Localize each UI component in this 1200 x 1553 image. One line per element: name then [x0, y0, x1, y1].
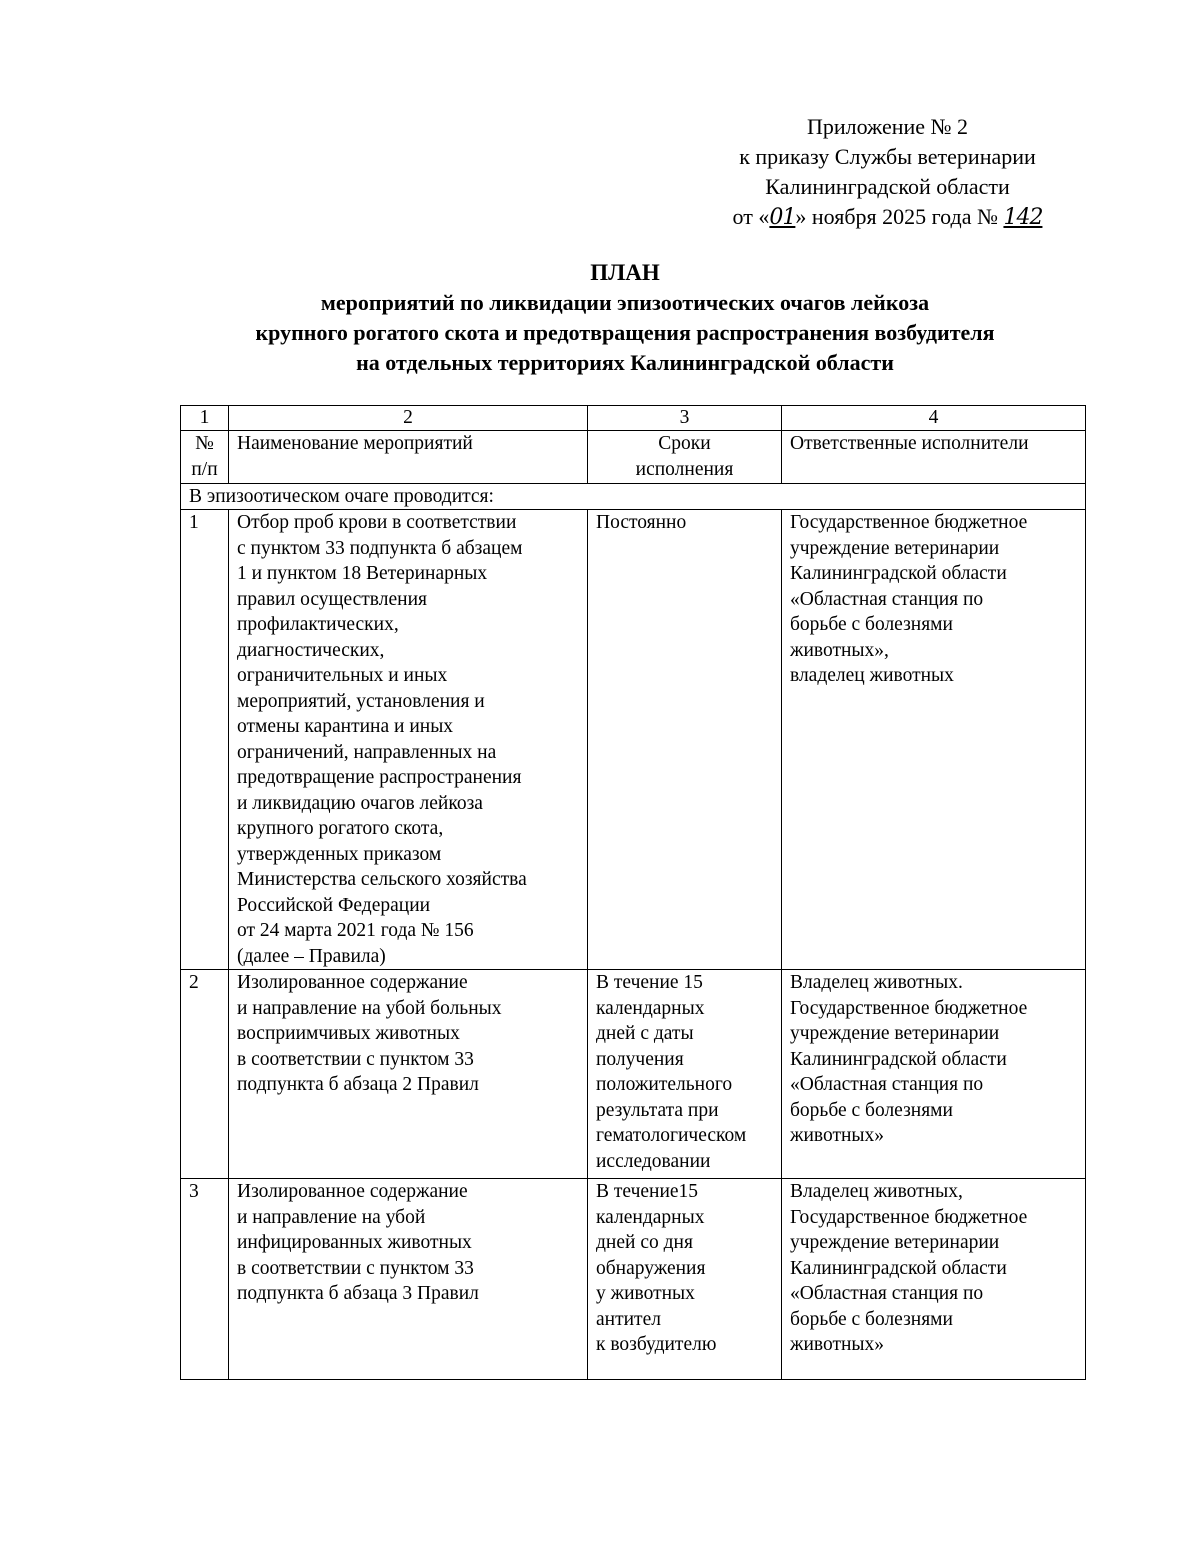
- row-responsible: Государственное бюджетное учреждение ветеринарии Калининградской области «Областная станция по борьбе с болезнями животных», владелец животных: [782, 510, 1086, 970]
- column-number: 2: [229, 406, 588, 431]
- row-measure: Отбор проб крови в соответствии с пунктом 33 подпункта б абзацем 1 и пунктом 18 Ветеринарных правил осуществления профилактических, диагностических, ограничительных и иных мероприятий, установления и отмены карантина и иных ограничений, направленных на предотвращение распространения и ликвидацию очагов лейкоза крупного рогатого скота, утвержденных приказом Министерства сельского хозяйства Российской Федерации от 24 марта 2021 года № 156 (далее – Правила): [229, 510, 588, 970]
- row-number: 3: [181, 1179, 229, 1380]
- appendix-line-2: к приказу Службы ветеринарии: [739, 144, 1036, 169]
- row-number: 1: [181, 510, 229, 970]
- row-responsible: Владелец животных, Государственное бюджетное учреждение ветеринарии Калининградской области «Областная станция по борьбе с болезнями животных»: [782, 1179, 1086, 1380]
- column-number-row: [181, 406, 1086, 431]
- header-term: Сроки исполнения: [588, 431, 782, 484]
- header-no: № п/п: [181, 431, 229, 484]
- column-number: 1: [181, 406, 229, 431]
- column-number: 3: [588, 406, 782, 431]
- appendix-header: [690, 112, 1085, 233]
- date-mid: » ноября 2025 года №: [795, 204, 1004, 229]
- plan-table: [180, 405, 1086, 1380]
- table-row: [181, 510, 1086, 970]
- document-title: [160, 258, 1090, 378]
- section-label: В эпизоотическом очаге проводится:: [181, 484, 1086, 510]
- appendix-date-line: [690, 202, 1085, 233]
- row-measure: Изолированное содержание и направление на убой инфицированных животных в соответствии с пунктом 33 подпункта б абзаца 3 Правил: [229, 1179, 588, 1380]
- table-row: [181, 1179, 1086, 1380]
- row-responsible: Владелец животных. Государственное бюджетное учреждение ветеринарии Калининградской области «Областная станция по борьбе с болезнями животных»: [782, 970, 1086, 1179]
- row-term: В течение15 календарных дней со дня обнаружения у животных антител к возбудителю: [588, 1179, 782, 1380]
- appendix-line-1: Приложение № 2: [806, 114, 969, 139]
- section-row: [181, 484, 1086, 510]
- header-row: [181, 431, 1086, 484]
- header-responsible: Ответственные исполнители: [782, 431, 1086, 484]
- header-name: Наименование мероприятий: [229, 431, 588, 484]
- handwritten-number: 142: [1003, 205, 1043, 230]
- title-main: ПЛАН: [590, 260, 660, 285]
- row-measure: Изолированное содержание и направление на убой больных восприимчивых животных в соответствии с пунктом 33 подпункта б абзаца 2 Правил: [229, 970, 588, 1179]
- appendix-line-3: Калининградской области: [765, 174, 1010, 199]
- row-term: Постоянно: [588, 510, 782, 970]
- table-row: [181, 970, 1086, 1179]
- handwritten-day: 01: [769, 205, 796, 230]
- row-number: 2: [181, 970, 229, 1179]
- title-subtitle: мероприятий по ликвидации эпизоотических очагов лейкоза крупного рогатого скота и предотвращения распространения возбудителя на отдельных территориях Калининградской области: [255, 290, 995, 375]
- row-term: В течение 15 календарных дней с даты получения положительного результата при гематологическом исследовании: [588, 970, 782, 1179]
- date-prefix: от «: [732, 204, 770, 229]
- column-number: 4: [782, 406, 1086, 431]
